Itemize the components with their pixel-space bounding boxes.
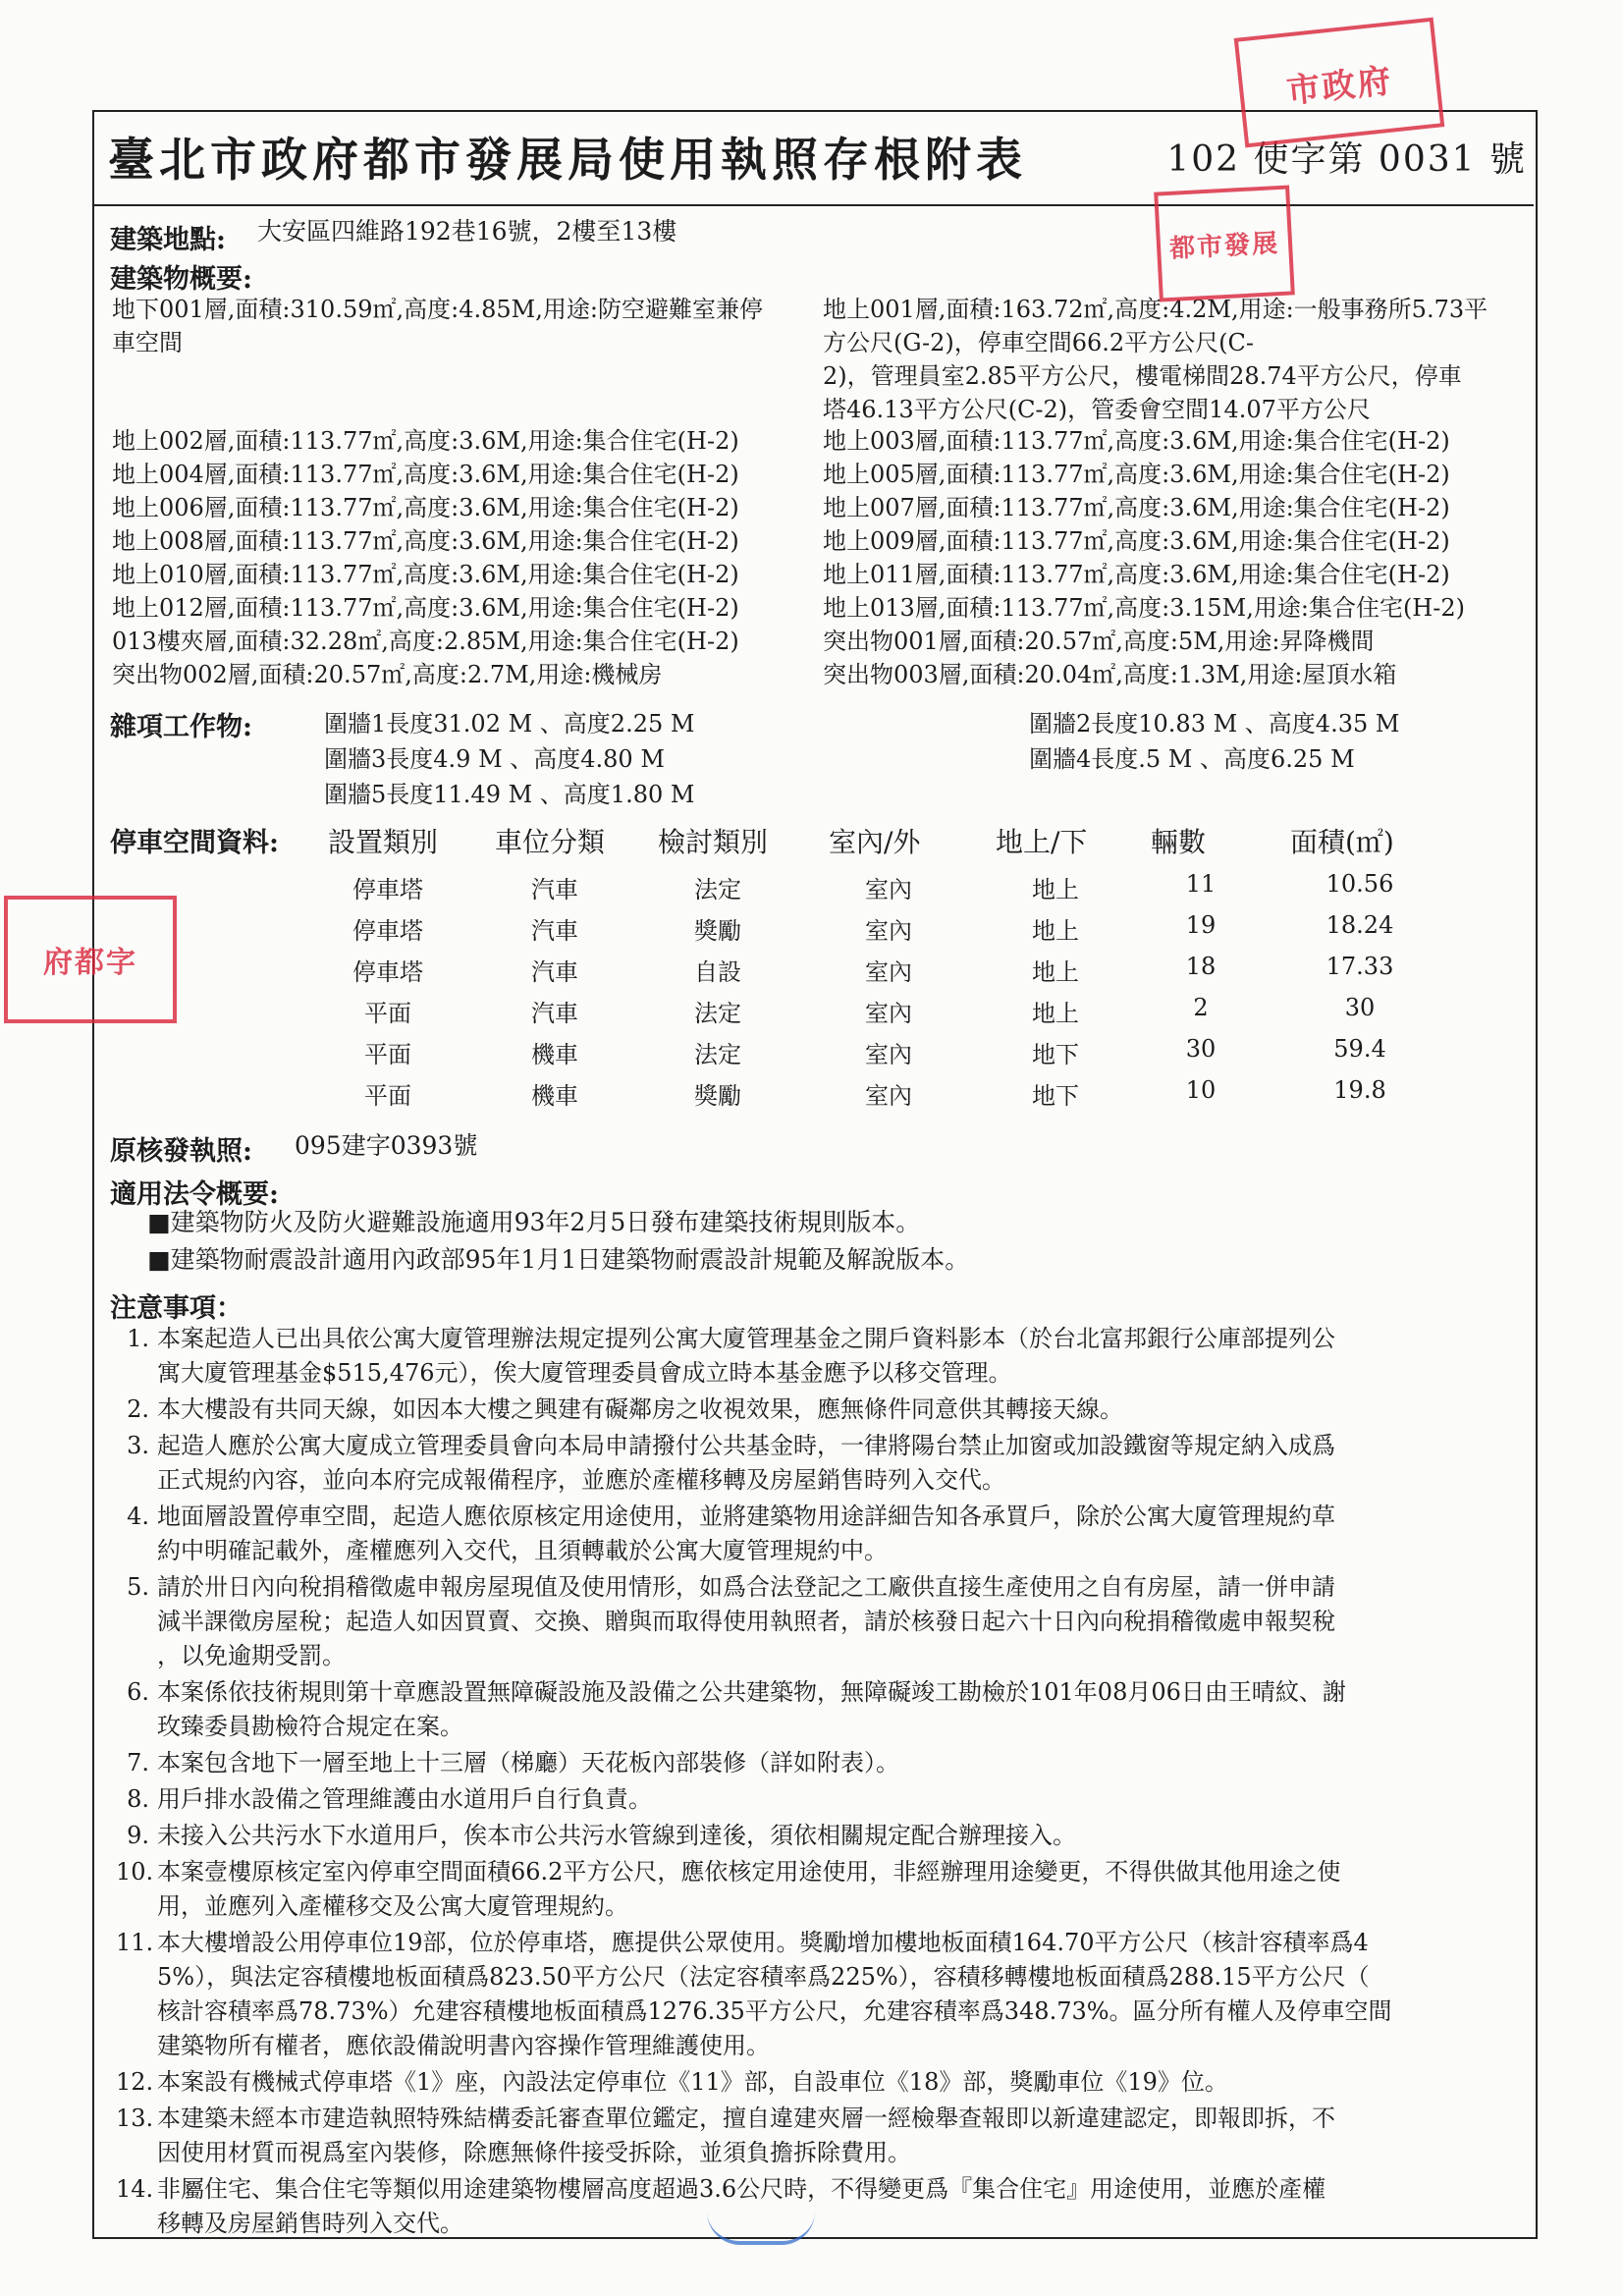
law-item: ■建築物耐震設計適用內政部95年1月1日建築物耐震設計規範及解說版本。 bbox=[147, 1245, 970, 1274]
parking-column-header: 室內/外 bbox=[829, 826, 921, 858]
note-line: 約中明確記載外，產權應列入交代，且須轉載於公寓大廈管理規約中。 bbox=[157, 1537, 888, 1564]
misc-works-label: 雜項工作物: bbox=[110, 712, 252, 742]
note-line: 正式規約內容，並向本府完成報備程序，並應於產權移轉及房屋銷售時列入交代。 bbox=[157, 1466, 1005, 1494]
parking-cell: 機車 bbox=[531, 1082, 578, 1110]
misc-work-item: 圍牆2長度10.83 M 、高度4.35 M bbox=[1029, 710, 1400, 738]
note-item bbox=[116, 1675, 1520, 1744]
notes-label: 注意事項： bbox=[110, 1293, 243, 1324]
overview-left-line: 地上002層,面積:113.77㎡,高度:3.6M,用途:集合住宅(H-2) bbox=[112, 427, 739, 455]
overview-left-line: 地上006層,面積:113.77㎡,高度:3.6M,用途:集合住宅(H-2) bbox=[112, 494, 739, 521]
parking-cell: 平面 bbox=[364, 1000, 411, 1027]
note-line: 未接入公共污水下水道用戶，俟本市公共污水管線到達後，須依相關規定配合辦理接入。 bbox=[157, 1822, 1076, 1849]
overview-right-line: 地上007層,面積:113.77㎡,高度:3.6M,用途:集合住宅(H-2) bbox=[823, 494, 1450, 521]
site-value: 大安區四維路192巷16號，2樓至13樓 bbox=[257, 217, 677, 246]
parking-cell: 19.8 bbox=[1333, 1076, 1386, 1104]
note-number: 13. bbox=[116, 2105, 154, 2132]
parking-cell: 室內 bbox=[865, 876, 912, 903]
parking-cell: 地上 bbox=[1032, 917, 1079, 945]
note-line: 本案壹樓原核定室內停車空間面積66.2平方公尺，應依核定用途使用，非經辦理用途變更，不得供做其他用途之使 bbox=[157, 1858, 1341, 1886]
red-seal-stamp bbox=[1234, 18, 1445, 148]
note-line: 地面層設置停車空間，起造人應依原核定用途使用，並將建築物用途詳細告知各承買戶，除於公寓大廈管理規約草 bbox=[157, 1503, 1335, 1530]
parking-cell: 10 bbox=[1185, 1076, 1217, 1104]
parking-cell: 17.33 bbox=[1325, 953, 1394, 980]
parking-cell: 室內 bbox=[865, 1082, 912, 1110]
overview-right-line: 塔46.13平方公尺(C-2)，管委會空間14.07平方公尺 bbox=[823, 396, 1371, 423]
original-permit-label: 原核發執照: bbox=[110, 1136, 252, 1167]
parking-cell: 19 bbox=[1185, 911, 1217, 939]
parking-cell: 室內 bbox=[865, 917, 912, 945]
site-label: 建築地點: bbox=[110, 225, 226, 255]
parking-label: 停車空間資料: bbox=[110, 828, 279, 858]
note-line: 5%），與法定容積樓地板面積爲823.50平方公尺（法定容積率爲225%），容積移轉樓地板面積爲288.15平方公尺（ bbox=[157, 1963, 1370, 1991]
overview-right-line: 地上005層,面積:113.77㎡,高度:3.6M,用途:集合住宅(H-2) bbox=[823, 461, 1450, 488]
parking-cell: 地上 bbox=[1032, 1000, 1079, 1027]
note-item bbox=[116, 1926, 1520, 2063]
parking-cell: 停車塔 bbox=[352, 958, 423, 986]
overview-right-line: 地上001層,面積:163.72㎡,高度:4.2M,用途:一般事務所5.73平 bbox=[823, 296, 1488, 323]
note-number: 11. bbox=[116, 1929, 154, 1956]
parking-cell: 機車 bbox=[531, 1041, 578, 1068]
laws-label: 適用法令概要: bbox=[110, 1179, 279, 1210]
note-line: 因使用材質而視爲室內裝修，除應無條件接受拆除，並須負擔拆除費用。 bbox=[157, 2139, 911, 2166]
parking-cell: 獎勵 bbox=[694, 917, 741, 945]
note-line: 玫臻委員勘檢符合規定在案。 bbox=[157, 1713, 463, 1740]
parking-column-header: 輛數 bbox=[1151, 826, 1207, 858]
parking-cell: 地上 bbox=[1032, 958, 1079, 986]
overview-left-line: 車空間 bbox=[112, 329, 183, 356]
parking-cell: 停車塔 bbox=[352, 876, 423, 903]
note-number: 8. bbox=[127, 1785, 149, 1813]
note-number: 4. bbox=[127, 1503, 149, 1530]
note-number: 10. bbox=[116, 1858, 154, 1886]
note-item bbox=[116, 1819, 1520, 1853]
parking-cell: 自設 bbox=[694, 958, 741, 986]
parking-column-header: 車位分類 bbox=[495, 826, 606, 858]
parking-cell: 30 bbox=[1344, 994, 1376, 1021]
note-number: 1. bbox=[127, 1325, 149, 1352]
note-line: 用戶排水設備之管理維護由水道用戶自行負責。 bbox=[157, 1785, 652, 1813]
parking-cell: 汽車 bbox=[531, 876, 578, 903]
overview-left-line: 突出物002層,面積:20.57㎡,高度:2.7M,用途:機械房 bbox=[112, 661, 663, 688]
parking-cell: 法定 bbox=[694, 1000, 741, 1027]
parking-column-header: 地上/下 bbox=[996, 826, 1088, 858]
parking-column-header: 設置類別 bbox=[328, 826, 439, 858]
parking-cell: 11 bbox=[1185, 870, 1217, 898]
note-item bbox=[116, 2102, 1520, 2170]
note-line: 核計容積率爲78.73%）允建容積樓地板面積爲1276.35平方公尺，允建容積率爲348.73%。區分所有權人及停車空間 bbox=[157, 1997, 1392, 2025]
law-item: ■建築物防火及防火避難設施適用93年2月5日發布建築技術規則版本。 bbox=[147, 1208, 921, 1236]
note-item bbox=[116, 1393, 1520, 1427]
red-seal-stamp bbox=[4, 896, 177, 1023]
parking-cell: 獎勵 bbox=[694, 1082, 741, 1110]
note-line: 建築物所有權者，應依設備說明書內容操作管理維護使用。 bbox=[157, 2032, 770, 2059]
parking-cell: 室內 bbox=[865, 1000, 912, 1027]
note-item bbox=[116, 1746, 1520, 1780]
parking-cell: 59.4 bbox=[1333, 1035, 1386, 1063]
note-number: 3. bbox=[127, 1432, 149, 1459]
note-line: 本案係依技術規則第十章應設置無障礙設施及設備之公共建築物，無障礙竣工勘檢於101年08月06日由王晴紋、謝 bbox=[157, 1678, 1346, 1706]
overview-right-line: 地上009層,面積:113.77㎡,高度:3.6M,用途:集合住宅(H-2) bbox=[823, 527, 1450, 555]
note-item bbox=[116, 1500, 1520, 1568]
parking-cell: 2 bbox=[1193, 994, 1209, 1021]
parking-cell: 地下 bbox=[1032, 1082, 1079, 1110]
note-number: 2. bbox=[127, 1395, 149, 1423]
parking-cell: 汽車 bbox=[531, 917, 578, 945]
parking-cell: 平面 bbox=[364, 1082, 411, 1110]
parking-cell: 10.56 bbox=[1325, 870, 1394, 898]
parking-cell: 地上 bbox=[1032, 876, 1079, 903]
note-line: 本大樓設有共同天線，如因本大樓之興建有礙鄰房之收視效果，應無條件同意供其轉接天線。 bbox=[157, 1395, 1123, 1423]
overview-right-line: 突出物003層,面積:20.04㎡,高度:1.3M,用途:屋頂水箱 bbox=[823, 661, 1397, 688]
parking-cell: 汽車 bbox=[531, 958, 578, 986]
note-item bbox=[116, 1855, 1520, 1924]
parking-cell: 平面 bbox=[364, 1041, 411, 1068]
stamp-text: 都市發展 bbox=[1168, 228, 1280, 264]
parking-cell: 法定 bbox=[694, 1041, 741, 1068]
note-item bbox=[116, 2065, 1520, 2100]
overview-right-line: 地上013層,面積:113.77㎡,高度:3.15M,用途:集合住宅(H-2) bbox=[823, 594, 1465, 622]
note-item bbox=[116, 1782, 1520, 1817]
overview-left-line: 地下001層,面積:310.59㎡,高度:4.85M,用途:防空避難室兼停 bbox=[112, 296, 763, 323]
parking-cell: 18 bbox=[1185, 953, 1217, 980]
note-item bbox=[116, 1429, 1520, 1498]
parking-column-header: 面積(㎡) bbox=[1290, 826, 1394, 858]
overview-label: 建築物概要: bbox=[110, 264, 252, 295]
parking-column-header: 檢討類別 bbox=[658, 826, 769, 858]
misc-work-item: 圍牆4長度.5 M 、高度6.25 M bbox=[1029, 745, 1355, 773]
note-line: 起造人應於公寓大廈成立管理委員會向本局申請撥付公共基金時，一律將陽台禁止加窗或加設鐵窗等規定納入成爲 bbox=[157, 1432, 1335, 1459]
overview-right-line: 地上011層,面積:113.77㎡,高度:3.6M,用途:集合住宅(H-2) bbox=[823, 561, 1450, 588]
red-seal-stamp bbox=[1154, 185, 1295, 301]
overview-left-line: 013樓夾層,面積:32.28㎡,高度:2.85M,用途:集合住宅(H-2) bbox=[112, 628, 739, 655]
note-number: 5. bbox=[127, 1573, 149, 1601]
original-permit-value: 095建字0393號 bbox=[295, 1131, 478, 1160]
note-line: 用，並應列入產權移交及公寓大廈管理規約。 bbox=[157, 1892, 628, 1920]
note-number: 9. bbox=[127, 1822, 149, 1849]
note-line: 移轉及房屋銷售時列入交代。 bbox=[157, 2210, 463, 2237]
note-number: 6. bbox=[127, 1678, 149, 1706]
note-line: ，以免逾期受罰。 bbox=[157, 1642, 346, 1669]
overview-right-line: 方公尺(G-2)，停車空間66.2平方公尺(C- bbox=[823, 329, 1254, 356]
overview-right-line: 突出物001層,面積:20.57㎡,高度:5M,用途:昇降機間 bbox=[823, 628, 1375, 655]
parking-cell: 30 bbox=[1185, 1035, 1217, 1063]
note-item bbox=[116, 1570, 1520, 1673]
misc-work-item: 圍牆5長度11.49 M 、高度1.80 M bbox=[324, 781, 695, 808]
note-line: 寓大廈管理基金$515,476元），俟大廈管理委員會成立時本基金應予以移交管理。 bbox=[157, 1359, 1012, 1387]
note-line: 本案包含地下一層至地上十三層（梯廳）天花板內部裝修（詳如附表）。 bbox=[157, 1749, 899, 1777]
note-number: 7. bbox=[127, 1749, 149, 1777]
parking-cell: 停車塔 bbox=[352, 917, 423, 945]
overview-left-line: 地上004層,面積:113.77㎡,高度:3.6M,用途:集合住宅(H-2) bbox=[112, 461, 739, 488]
note-number: 12. bbox=[116, 2068, 154, 2096]
misc-work-item: 圍牆1長度31.02 M 、高度2.25 M bbox=[324, 710, 695, 738]
document-title: 臺北市政府都市發展局使用執照存根附表 bbox=[108, 134, 1027, 188]
parking-cell: 室內 bbox=[865, 1041, 912, 1068]
note-item bbox=[116, 2172, 1520, 2241]
overview-left-line: 地上010層,面積:113.77㎡,高度:3.6M,用途:集合住宅(H-2) bbox=[112, 561, 739, 588]
note-line: 非屬住宅、集合住宅等類似用途建築物樓層高度超過3.6公尺時，不得變更爲『集合住宅』用途使用，並應於產權 bbox=[157, 2175, 1326, 2203]
note-line: 本案起造人已出具依公寓大廈管理辦法規定提列公寓大廈管理基金之開戶資料影本（於台北富邦銀行公庫部提列公 bbox=[157, 1325, 1335, 1352]
parking-cell: 地下 bbox=[1032, 1041, 1079, 1068]
parking-cell: 汽車 bbox=[531, 1000, 578, 1027]
note-item bbox=[116, 1322, 1520, 1391]
note-line: 本大樓增設公用停車位19部，位於停車塔，應提供公眾使用。獎勵增加樓地板面積164.70平方公尺（核計容積率爲4 bbox=[157, 1929, 1369, 1956]
overview-right-line: 2)，管理員室2.85平方公尺，樓電梯間28.74平方公尺，停車 bbox=[823, 362, 1462, 390]
overview-right-line: 地上003層,面積:113.77㎡,高度:3.6M,用途:集合住宅(H-2) bbox=[823, 427, 1450, 455]
overview-left-line: 地上012層,面積:113.77㎡,高度:3.6M,用途:集合住宅(H-2) bbox=[112, 594, 739, 622]
parking-cell: 法定 bbox=[694, 876, 741, 903]
note-number: 14. bbox=[116, 2175, 154, 2203]
note-line: 請於卅日內向稅捐稽徵處申報房屋現值及使用情形，如爲合法登記之工廠供直接生產使用之自有房屋，請一併申請 bbox=[157, 1573, 1335, 1601]
note-line: 本案設有機械式停車塔《1》座，內設法定停車位《11》部，自設車位《18》部，獎勵車位《19》位。 bbox=[157, 2068, 1228, 2096]
parking-cell: 18.24 bbox=[1325, 911, 1394, 939]
stamp-text: 市政府 bbox=[1284, 60, 1395, 112]
blue-seal-arc bbox=[707, 2212, 815, 2245]
document-number: 102 使字第 0031 號 bbox=[1166, 139, 1527, 180]
note-line: 減半課徵房屋稅；起造人如因買賣、交換、贈與而取得使用執照者，請於核發日起六十日內向稅捐稽徵處申報契稅 bbox=[157, 1608, 1335, 1635]
stamp-text: 府都字 bbox=[43, 946, 137, 980]
overview-left-line: 地上008層,面積:113.77㎡,高度:3.6M,用途:集合住宅(H-2) bbox=[112, 527, 739, 555]
misc-work-item: 圍牆3長度4.9 M 、高度4.80 M bbox=[324, 745, 665, 773]
note-line: 本建築未經本市建造執照特殊結構委託審查單位鑑定，擅自違建夾層一經檢舉查報即以新違建認定，即報即拆，不 bbox=[157, 2105, 1335, 2132]
parking-cell: 室內 bbox=[865, 958, 912, 986]
